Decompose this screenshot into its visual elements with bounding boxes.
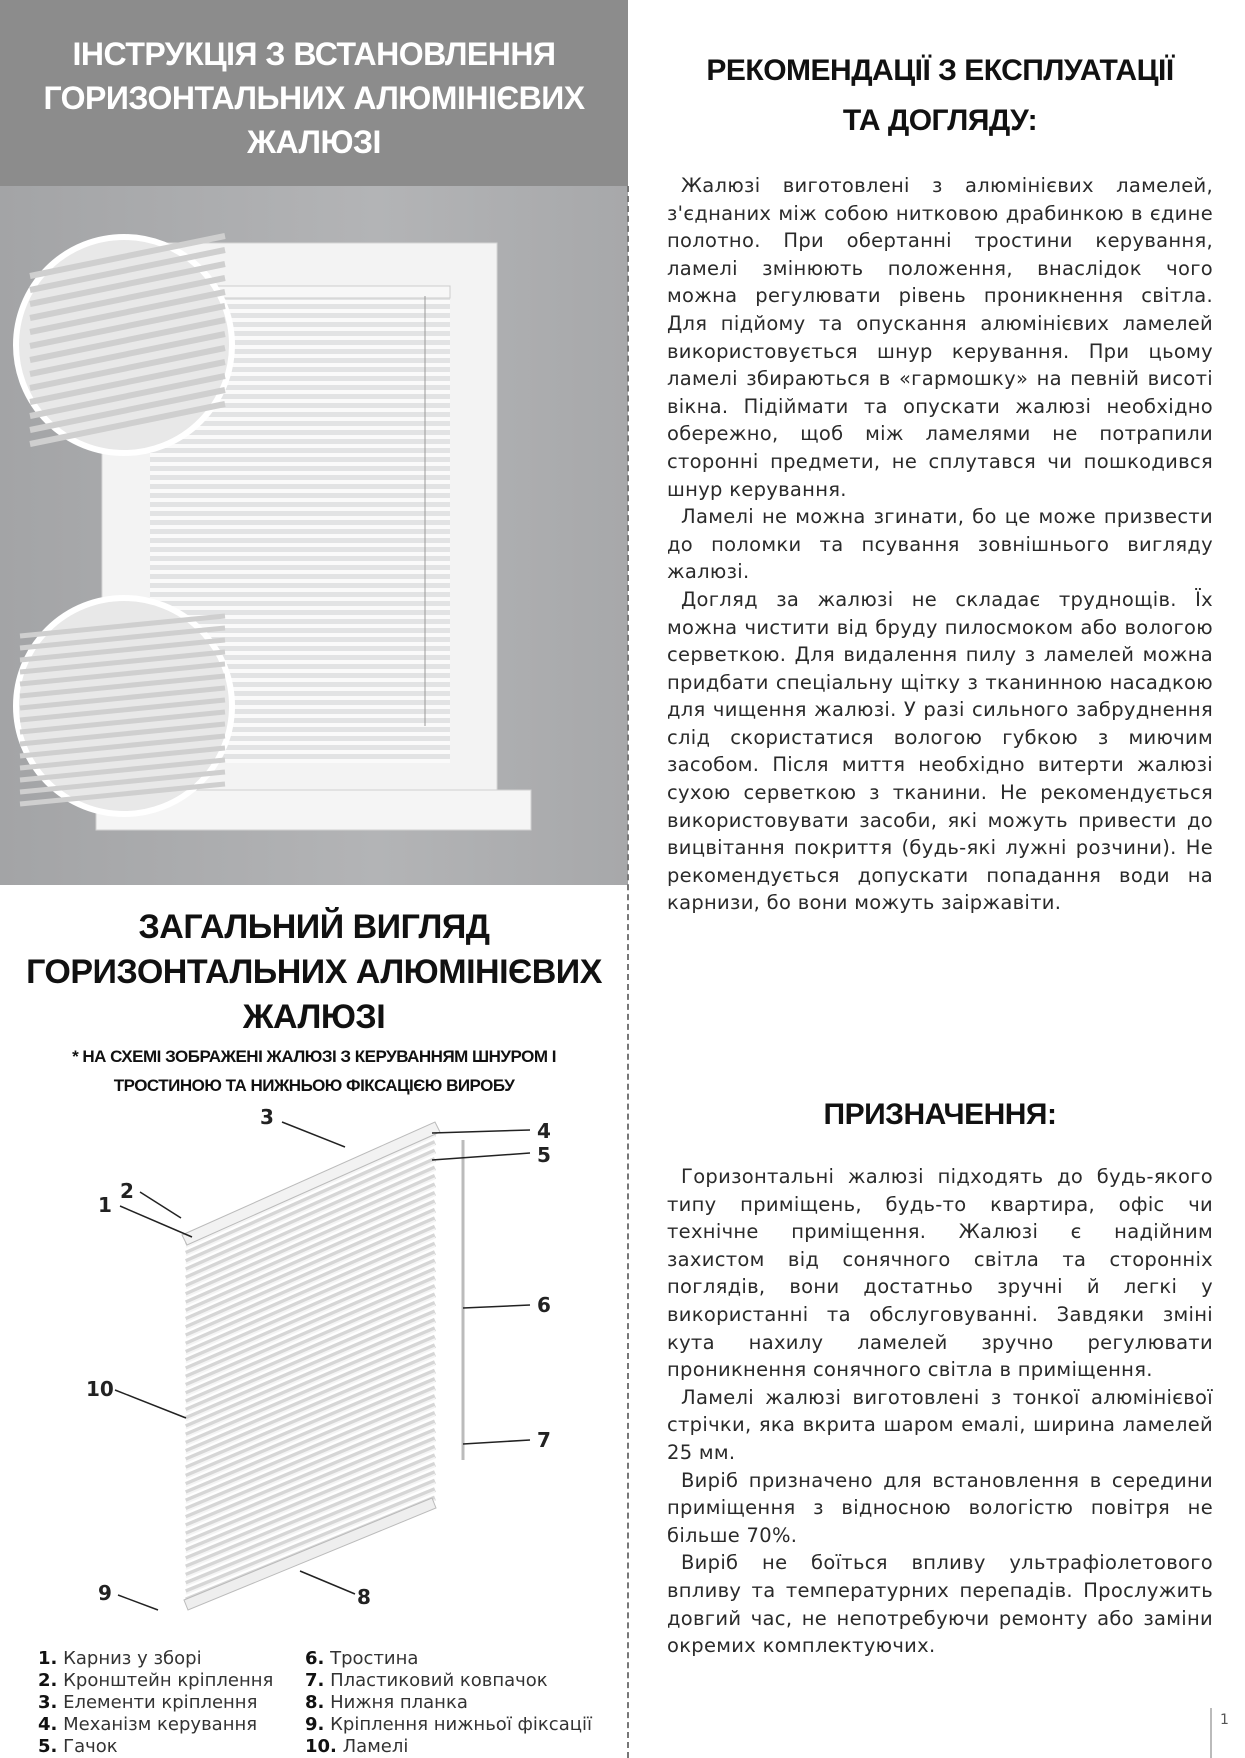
care-text <box>667 172 1213 917</box>
callout-4: 4 <box>537 1119 551 1143</box>
callout-7: 7 <box>537 1428 551 1452</box>
window-illustration <box>0 186 628 885</box>
instruction-title-banner <box>0 0 628 186</box>
diagram-note-line: ТРОСТИНОЮ ТА НИЖНЬОЮ ФІКСАЦІЄЮ ВИРОБУ <box>113 1076 515 1095</box>
legend-item: 9. Кріплення нижньої фіксації <box>305 1714 592 1735</box>
purpose-paragraph: Виріб призначено для встановлення в середини приміщення з відносною вологістю повітря не більше 70%. <box>667 1468 1213 1547</box>
purpose-paragraph: Горизонтальні жалюзі підходять до будь-якого типу приміщень, будь-то квартира, офіс чи технічне приміщення. Жалюзі є надійним захистом від сонячного світла та сторонніх поглядів, вони достатньо зручні й легкі у використанні та обслуговуванні. Завдяки зміні кута нахилу ламелей зручно регулювати проникнення сонячного світла в приміщення. <box>667 1165 1213 1382</box>
care-paragraph: Жалюзі виготовлені з алюмінієвих ламелей, з'єднаних між собою нитковою драбинкою в єдине полотно. При обертанні тростини керування, ламелі змінюють положення, внаслідок чого можна регулювати рівень проникнення світла. Для підйому та опускання алюмінієвих ламелей використовується шнур керування. При цьому ламелі збираються в «гармошку» на певній висоті вікна. Підіймати та опускати жалюзі необхідно обережно, щоб між ламелями не потрапили сторонні предмети, не сплутався чи пошкодився шнур керування. <box>667 174 1213 501</box>
legend-item: 5. Гачок <box>38 1736 118 1757</box>
legend-item: 7. Пластиковий ковпачок <box>305 1670 548 1691</box>
purpose-text <box>667 1163 1213 1660</box>
legend-item: 6. Тростина <box>305 1648 419 1669</box>
purpose-title: ПРИЗНАЧЕННЯ: <box>823 1098 1057 1131</box>
legend-column-1 <box>38 1648 273 1758</box>
callout-8: 8 <box>357 1585 371 1609</box>
callout-1: 1 <box>98 1193 112 1217</box>
overview-title-line: ЗАГАЛЬНИЙ ВИГЛЯД <box>138 908 490 946</box>
page-number-bar <box>1210 1708 1212 1758</box>
callout-6: 6 <box>537 1293 551 1317</box>
care-paragraph: Догляд за жалюзі не складає труднощів. Їх можна чистити від бруду пилосмоком або вологою серветкою. Для видалення пилу з ламелей можна придбати спеціальну щітку з тканинною насадкою для чищення жалюзі. У разі сильного забруднення слід скористатися вологою губкою з миючим засобом. Після миття необхідно витерти жалюзі сухою серветкою з тканини. Не рекомендується використовувати засоби, які можуть привести до вицвітання покриття (будь-які лужні розчини). Не рекомендується допускати попадання води на карнизи, бо вони можуть заіржавіти. <box>667 587 1213 915</box>
purpose-paragraph: Ламелі жалюзі виготовлені з тонкої алюмінієвої стрічки, яка вкрита шаром емалі, ширина ламелей 25 мм. <box>667 1385 1213 1464</box>
legend-item: 8. Нижня планка <box>305 1692 468 1713</box>
legend-column-2 <box>305 1648 592 1758</box>
window-blinds-photo <box>0 186 628 885</box>
blinds-diagram <box>0 1100 628 1640</box>
instruction-title-line: ЖАЛЮЗІ <box>247 124 381 160</box>
legend-item: 3. Елементи кріплення <box>38 1692 258 1713</box>
page-number: 1 <box>1220 1712 1229 1728</box>
callout-3: 3 <box>260 1105 274 1129</box>
legend-item: 4. Механізм керування <box>38 1714 258 1735</box>
purpose-paragraph: Виріб не боїться впливу ультрафіолетового впливу та температурних перепадів. Прослужить довгий час, не непотребуючи ремонту або заміни окремих комплектуючих. <box>667 1551 1213 1658</box>
callout-2: 2 <box>120 1179 134 1203</box>
callout-5: 5 <box>537 1143 551 1167</box>
instruction-title-line: ІНСТРУКЦІЯ З ВСТАНОВЛЕННЯ <box>72 36 556 72</box>
callout-10: 10 <box>86 1377 114 1401</box>
legend-item: 1. Карниз у зборі <box>38 1648 202 1669</box>
legend-item: 2. Кронштейн кріплення <box>38 1670 274 1691</box>
care-title-line: ТА ДОГЛЯДУ: <box>842 104 1038 137</box>
overview-title-line: ГОРИЗОНТАЛЬНИХ АЛЮМІНІЄВИХ <box>26 953 602 991</box>
legend-item: 10. Ламелі <box>305 1736 409 1757</box>
callout-9: 9 <box>98 1581 112 1605</box>
diagram-note-line: * НА СХЕМІ ЗОБРАЖЕНІ ЖАЛЮЗІ З КЕРУВАННЯМ ШНУРОМ І <box>72 1047 556 1066</box>
diagram-slats <box>186 1134 435 1602</box>
care-title-line: РЕКОМЕНДАЦІЇ З ЕКСПЛУАТАЦІЇ <box>706 54 1174 87</box>
care-paragraph: Ламелі не можна згинати, бо це може призвести до поломки та псування зовнішнього вигляду жалюзі. <box>667 505 1213 584</box>
instruction-title-line: ГОРИЗОНТАЛЬНИХ АЛЮМІНІЄВИХ <box>43 80 585 116</box>
overview-title-line: ЖАЛЮЗІ <box>242 998 386 1036</box>
